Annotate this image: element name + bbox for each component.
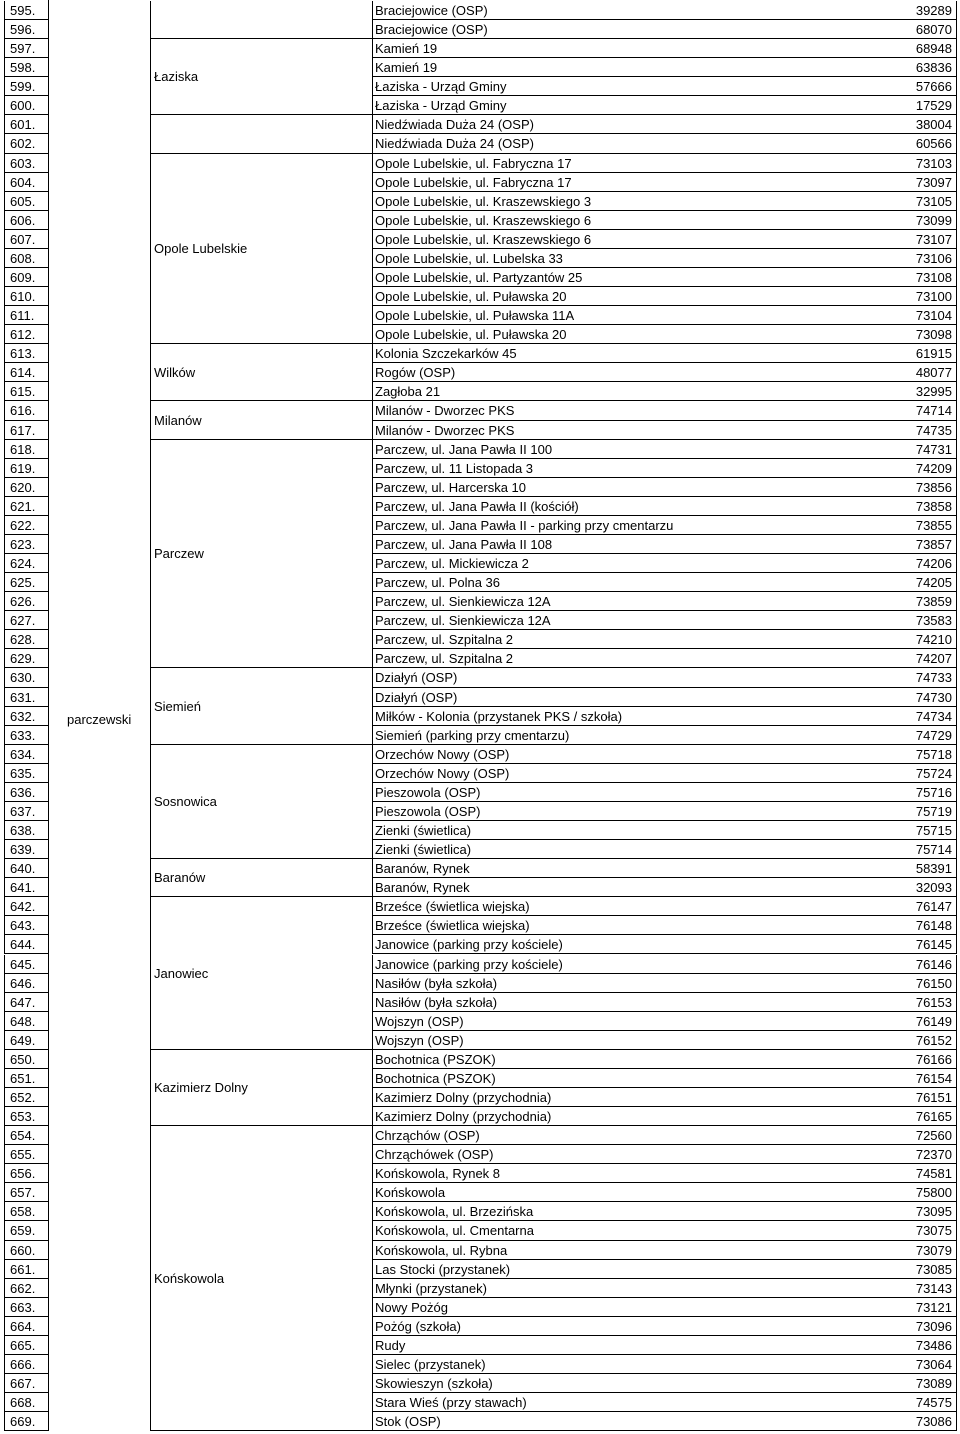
row-number: 602. — [4, 134, 48, 153]
station-address: Młynki (przystanek) — [372, 1279, 894, 1298]
row-number: 660. — [4, 1241, 48, 1260]
station-code: 74210 — [894, 630, 957, 649]
polling-station-table — [4, 0, 957, 1430]
station-code: 75714 — [894, 840, 957, 859]
row-number: 649. — [4, 1031, 48, 1050]
row-number: 663. — [4, 1298, 48, 1317]
row-number: 620. — [4, 478, 48, 497]
row-number: 635. — [4, 764, 48, 783]
station-address: Stara Wieś (przy stawach) — [372, 1393, 894, 1412]
station-code: 75800 — [894, 1183, 957, 1202]
station-code: 76148 — [894, 916, 957, 935]
county-label: parczewski — [67, 712, 132, 728]
station-code: 38004 — [894, 115, 957, 134]
station-code: 63836 — [894, 58, 957, 77]
station-code: 74714 — [894, 401, 957, 420]
gmina-label: Opole Lubelskie — [154, 240, 248, 256]
station-address: Opole Lubelskie, ul. Fabryczna 17 — [372, 173, 894, 192]
station-code: 61915 — [894, 344, 957, 363]
station-address: Zienki (świetlica) — [372, 821, 894, 840]
station-code: 73106 — [894, 249, 957, 268]
station-code: 73100 — [894, 287, 957, 306]
station-address: Działyń (OSP) — [372, 668, 894, 687]
gmina-label: Wilków — [154, 364, 196, 380]
station-address: Opole Lubelskie, ul. Kraszewskiego 6 — [372, 230, 894, 249]
station-address: Las Stocki (przystanek) — [372, 1260, 894, 1279]
station-address: Końskowola, ul. Rybna — [372, 1241, 894, 1260]
row-number: 614. — [4, 363, 48, 382]
station-address: Niedźwiada Duża 24 (OSP) — [372, 134, 894, 153]
row-number: 597. — [4, 39, 48, 58]
row-number: 631. — [4, 688, 48, 707]
gmina-label: Janowiec — [154, 965, 209, 981]
station-address: Orzechów Nowy (OSP) — [372, 764, 894, 783]
station-code: 74733 — [894, 668, 957, 687]
station-address: Opole Lubelskie, ul. Puławska 11A — [372, 306, 894, 325]
station-code: 75724 — [894, 764, 957, 783]
station-address: Bochotnica (PSZOK) — [372, 1050, 894, 1069]
row-number: 608. — [4, 249, 48, 268]
gmina-cell — [150, 745, 372, 859]
station-code: 73075 — [894, 1221, 957, 1240]
station-address: Opole Lubelskie, ul. Kraszewskiego 3 — [372, 192, 894, 211]
station-address: Parczew, ul. Jana Pawła II - parking przy cmentarzu — [372, 516, 894, 535]
station-code: 73859 — [894, 592, 957, 611]
station-code: 76145 — [894, 935, 957, 954]
station-address: Zienki (świetlica) — [372, 840, 894, 859]
gmina-cell — [150, 1126, 372, 1431]
station-code: 73108 — [894, 268, 957, 287]
row-number: 604. — [4, 173, 48, 192]
row-number: 654. — [4, 1126, 48, 1145]
gmina-cell — [150, 115, 372, 153]
gmina-cell — [150, 1050, 372, 1126]
station-code: 68070 — [894, 20, 957, 39]
station-code: 39289 — [894, 1, 957, 20]
station-address: Kamień 19 — [372, 39, 894, 58]
station-address: Parczew, ul. 11 Listopada 3 — [372, 459, 894, 478]
station-code: 74734 — [894, 707, 957, 726]
station-code: 73857 — [894, 535, 957, 554]
station-address: Parczew, ul. Szpitalna 2 — [372, 630, 894, 649]
station-code: 73105 — [894, 192, 957, 211]
station-address: Parczew, ul. Szpitalna 2 — [372, 649, 894, 668]
station-address: Działyń (OSP) — [372, 688, 894, 707]
station-address: Parczew, ul. Polna 36 — [372, 573, 894, 592]
station-address: Parczew, ul. Mickiewicza 2 — [372, 554, 894, 573]
station-address: Końskowola, ul. Cmentarna — [372, 1221, 894, 1240]
station-code: 76151 — [894, 1088, 957, 1107]
station-address: Braciejowice (OSP) — [372, 1, 894, 20]
station-address: Pieszowola (OSP) — [372, 802, 894, 821]
station-address: Janowice (parking przy kościele) — [372, 955, 894, 974]
station-code: 73079 — [894, 1241, 957, 1260]
row-number: 633. — [4, 726, 48, 745]
row-number: 616. — [4, 401, 48, 420]
station-address: Kazimierz Dolny (przychodnia) — [372, 1107, 894, 1126]
station-address: Orzechów Nowy (OSP) — [372, 745, 894, 764]
station-address: Opole Lubelskie, ul. Fabryczna 17 — [372, 154, 894, 173]
station-address: Kazimierz Dolny (przychodnia) — [372, 1088, 894, 1107]
row-number: 615. — [4, 382, 48, 401]
gmina-cell — [150, 1, 372, 39]
station-code: 74206 — [894, 554, 957, 573]
station-code: 32995 — [894, 382, 957, 401]
gmina-label: Końskowola — [154, 1270, 225, 1286]
station-code: 73099 — [894, 211, 957, 230]
row-number: 599. — [4, 77, 48, 96]
station-code: 76150 — [894, 974, 957, 993]
row-number: 652. — [4, 1088, 48, 1107]
station-address: Nasiłów (była szkoła) — [372, 993, 894, 1012]
gmina-cell — [150, 668, 372, 744]
station-code: 68948 — [894, 39, 957, 58]
station-address: Skowieszyn (szkoła) — [372, 1374, 894, 1393]
row-number: 636. — [4, 783, 48, 802]
station-address: Nasiłów (była szkoła) — [372, 974, 894, 993]
row-number: 598. — [4, 58, 48, 77]
station-code: 73103 — [894, 154, 957, 173]
station-code: 74575 — [894, 1393, 957, 1412]
station-address: Rogów (OSP) — [372, 363, 894, 382]
station-address: Miłków - Kolonia (przystanek PKS / szkoła) — [372, 707, 894, 726]
row-number: 634. — [4, 745, 48, 764]
gmina-cell — [150, 154, 372, 345]
row-number: 642. — [4, 897, 48, 916]
row-number: 651. — [4, 1069, 48, 1088]
station-address: Kamień 19 — [372, 58, 894, 77]
row-number: 659. — [4, 1221, 48, 1240]
station-code: 73098 — [894, 325, 957, 344]
row-number: 622. — [4, 516, 48, 535]
station-code: 76165 — [894, 1107, 957, 1126]
station-address: Bochotnica (PSZOK) — [372, 1069, 894, 1088]
station-address: Braciejowice (OSP) — [372, 20, 894, 39]
station-address: Parczew, ul. Jana Pawła II (kościół) — [372, 497, 894, 516]
station-code: 57666 — [894, 77, 957, 96]
row-number: 646. — [4, 974, 48, 993]
county-cell — [48, 20, 150, 1431]
station-code: 76153 — [894, 993, 957, 1012]
station-code: 73107 — [894, 230, 957, 249]
row-number: 610. — [4, 287, 48, 306]
gmina-label: Kazimierz Dolny — [154, 1079, 248, 1095]
row-number: 632. — [4, 707, 48, 726]
station-address: Brześce (świetlica wiejska) — [372, 897, 894, 916]
row-number: 606. — [4, 211, 48, 230]
station-address: Opole Lubelskie, ul. Puławska 20 — [372, 287, 894, 306]
station-code: 73856 — [894, 478, 957, 497]
row-number: 637. — [4, 802, 48, 821]
row-number: 669. — [4, 1412, 48, 1431]
station-code: 32093 — [894, 878, 957, 897]
row-number: 601. — [4, 115, 48, 134]
station-code: 74731 — [894, 440, 957, 459]
row-number: 664. — [4, 1317, 48, 1336]
column-divider — [48, 0, 49, 1430]
row-number: 656. — [4, 1164, 48, 1183]
row-number: 662. — [4, 1279, 48, 1298]
row-number: 668. — [4, 1393, 48, 1412]
gmina-label: Baranów — [154, 870, 206, 886]
row-number: 655. — [4, 1145, 48, 1164]
station-code: 75718 — [894, 745, 957, 764]
row-number: 603. — [4, 154, 48, 173]
row-number: 617. — [4, 421, 48, 440]
row-number: 647. — [4, 993, 48, 1012]
row-number: 657. — [4, 1183, 48, 1202]
station-address: Opole Lubelskie, ul. Lubelska 33 — [372, 249, 894, 268]
row-number: 626. — [4, 592, 48, 611]
gmina-cell — [150, 897, 372, 1050]
station-address: Milanów - Dworzec PKS — [372, 401, 894, 420]
station-code: 73583 — [894, 611, 957, 630]
gmina-cell — [150, 401, 372, 439]
station-address: Baranów, Rynek — [372, 878, 894, 897]
station-address: Łaziska - Urząd Gminy — [372, 96, 894, 115]
station-address: Milanów - Dworzec PKS — [372, 421, 894, 440]
row-number: 643. — [4, 916, 48, 935]
station-code: 48077 — [894, 363, 957, 382]
station-address: Końskowola, Rynek 8 — [372, 1164, 894, 1183]
row-number: 618. — [4, 440, 48, 459]
station-code: 74730 — [894, 688, 957, 707]
station-code: 60566 — [894, 134, 957, 153]
station-address: Niedźwiada Duża 24 (OSP) — [372, 115, 894, 134]
station-code: 76154 — [894, 1069, 957, 1088]
station-code: 73855 — [894, 516, 957, 535]
station-code: 76149 — [894, 1012, 957, 1031]
station-address: Chrząchów (OSP) — [372, 1126, 894, 1145]
station-address: Opole Lubelskie, ul. Partyzantów 25 — [372, 268, 894, 287]
row-number: 595. — [4, 1, 48, 20]
station-code: 73095 — [894, 1202, 957, 1221]
row-number: 613. — [4, 344, 48, 363]
row-number: 639. — [4, 840, 48, 859]
station-code: 72560 — [894, 1126, 957, 1145]
row-number: 665. — [4, 1336, 48, 1355]
station-code: 74207 — [894, 649, 957, 668]
station-address: Opole Lubelskie, ul. Kraszewskiego 6 — [372, 211, 894, 230]
station-address: Janowice (parking przy kościele) — [372, 935, 894, 954]
station-address: Sielec (przystanek) — [372, 1355, 894, 1374]
station-address: Stok (OSP) — [372, 1412, 894, 1431]
row-number: 629. — [4, 649, 48, 668]
station-address: Brześce (świetlica wiejska) — [372, 916, 894, 935]
station-address: Parczew, ul. Jana Pawła II 108 — [372, 535, 894, 554]
station-code: 76146 — [894, 955, 957, 974]
station-code: 17529 — [894, 96, 957, 115]
station-code: 73097 — [894, 173, 957, 192]
station-code: 75719 — [894, 802, 957, 821]
row-number: 628. — [4, 630, 48, 649]
gmina-label: Milanów — [154, 412, 202, 428]
station-address: Końskowola — [372, 1183, 894, 1202]
row-number: 596. — [4, 20, 48, 39]
station-code: 74209 — [894, 459, 957, 478]
station-code: 58391 — [894, 859, 957, 878]
station-address: Pieszowola (OSP) — [372, 783, 894, 802]
gmina-label: Sosnowica — [154, 793, 217, 809]
row-number: 645. — [4, 955, 48, 974]
station-code: 73143 — [894, 1279, 957, 1298]
row-number: 653. — [4, 1107, 48, 1126]
gmina-cell — [150, 440, 372, 669]
station-address: Siemień (parking przy cmentarzu) — [372, 726, 894, 745]
row-number: 624. — [4, 554, 48, 573]
gmina-label: Łaziska — [154, 69, 199, 85]
station-address: Łaziska - Urząd Gminy — [372, 77, 894, 96]
station-code: 76152 — [894, 1031, 957, 1050]
station-code: 73858 — [894, 497, 957, 516]
row-number: 630. — [4, 668, 48, 687]
county-cell — [48, 0, 150, 6]
station-address: Opole Lubelskie, ul. Puławska 20 — [372, 325, 894, 344]
station-code: 72370 — [894, 1145, 957, 1164]
station-address: Nowy Pożóg — [372, 1298, 894, 1317]
station-address: Baranów, Rynek — [372, 859, 894, 878]
station-code: 73086 — [894, 1412, 957, 1431]
station-code: 73121 — [894, 1298, 957, 1317]
station-address: Parczew, ul. Jana Pawła II 100 — [372, 440, 894, 459]
station-code: 73085 — [894, 1260, 957, 1279]
station-code: 76147 — [894, 897, 957, 916]
station-code: 73089 — [894, 1374, 957, 1393]
station-address: Rudy — [372, 1336, 894, 1355]
gmina-cell — [150, 859, 372, 897]
station-code: 75716 — [894, 783, 957, 802]
row-number: 640. — [4, 859, 48, 878]
row-number: 611. — [4, 306, 48, 325]
row-number: 625. — [4, 573, 48, 592]
station-address: Chrząchówek (OSP) — [372, 1145, 894, 1164]
row-number: 650. — [4, 1050, 48, 1069]
station-address: Parczew, ul. Sienkiewicza 12A — [372, 592, 894, 611]
row-number: 605. — [4, 192, 48, 211]
row-number: 623. — [4, 535, 48, 554]
row-number: 641. — [4, 878, 48, 897]
gmina-cell — [150, 344, 372, 401]
station-code: 74581 — [894, 1164, 957, 1183]
station-address: Parczew, ul. Harcerska 10 — [372, 478, 894, 497]
station-code: 76166 — [894, 1050, 957, 1069]
station-address: Pożóg (szkoła) — [372, 1317, 894, 1336]
row-number: 627. — [4, 611, 48, 630]
gmina-cell — [150, 39, 372, 115]
row-number: 667. — [4, 1374, 48, 1393]
row-number: 661. — [4, 1260, 48, 1279]
row-number: 621. — [4, 497, 48, 516]
row-number: 612. — [4, 325, 48, 344]
row-number: 607. — [4, 230, 48, 249]
station-address: Wojszyn (OSP) — [372, 1012, 894, 1031]
gmina-label: Parczew — [154, 546, 204, 562]
row-number: 619. — [4, 459, 48, 478]
station-code: 73096 — [894, 1317, 957, 1336]
station-code: 74729 — [894, 726, 957, 745]
station-code: 73104 — [894, 306, 957, 325]
station-code: 74205 — [894, 573, 957, 592]
row-number: 600. — [4, 96, 48, 115]
station-code: 73486 — [894, 1336, 957, 1355]
station-address: Zagłoba 21 — [372, 382, 894, 401]
row-number: 609. — [4, 268, 48, 287]
station-code: 74735 — [894, 421, 957, 440]
row-number: 648. — [4, 1012, 48, 1031]
gmina-label: Siemień — [154, 698, 201, 714]
row-number: 666. — [4, 1355, 48, 1374]
row-number: 644. — [4, 935, 48, 954]
station-address: Końskowola, ul. Brzezińska — [372, 1202, 894, 1221]
row-number: 658. — [4, 1202, 48, 1221]
station-address: Kolonia Szczekarków 45 — [372, 344, 894, 363]
station-code: 75715 — [894, 821, 957, 840]
station-address: Wojszyn (OSP) — [372, 1031, 894, 1050]
row-number: 638. — [4, 821, 48, 840]
station-address: Parczew, ul. Sienkiewicza 12A — [372, 611, 894, 630]
station-code: 73064 — [894, 1355, 957, 1374]
